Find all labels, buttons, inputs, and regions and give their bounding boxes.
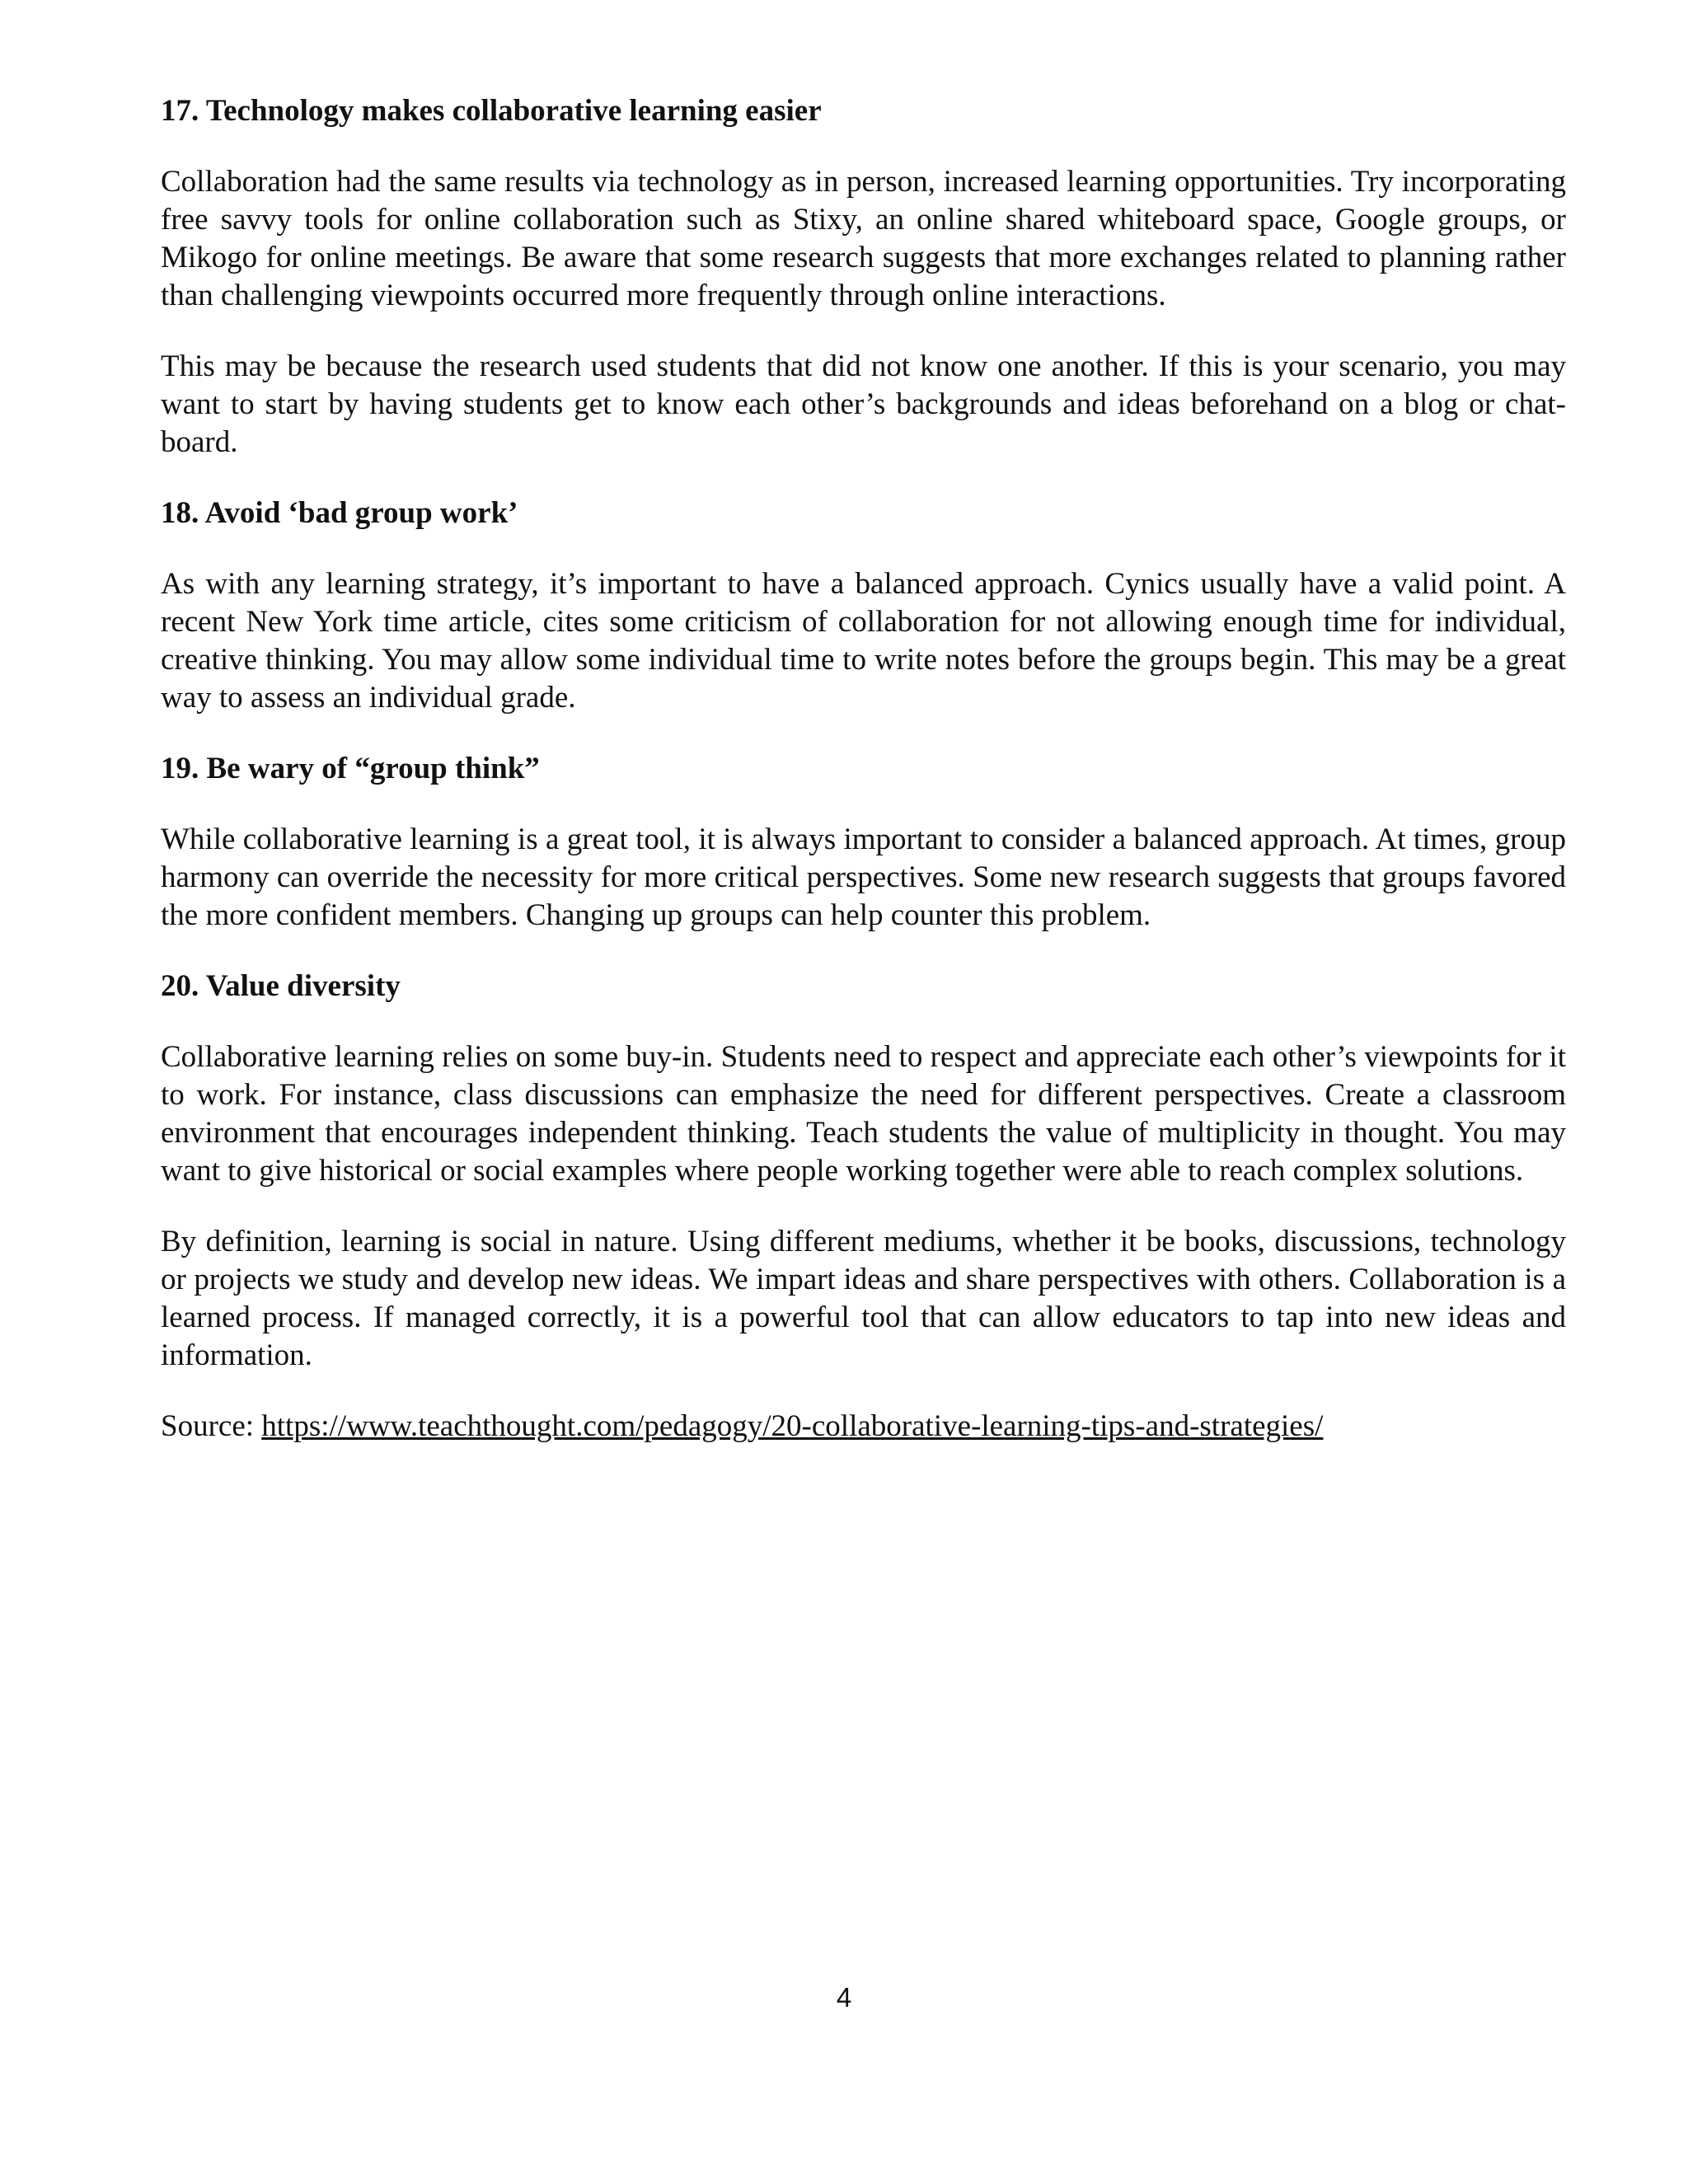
source-link[interactable]: https://www.teachthought.com/pedagogy/20-collaborative-learning-tips-and-strategies/ [261, 1409, 1324, 1443]
paragraph: As with any learning strategy, it’s important to have a balanced approach. Cynics usually have a valid point. A recent New York time article, cites some criticism of collaboration for not allowing enough time for individual, creative thinking. You may allow some individual time to write notes before the groups begin. This may be a great way to assess an individual grade. [161, 567, 1566, 715]
paragraph: While collaborative learning is a great tool, it is always important to consider a balanced approach. At times, group harmony can override the necessity for more critical perspectives. Some new research suggests that groups favored the more confident members. Changing up groups can help counter this problem. [161, 823, 1566, 932]
document-page [161, 92, 1566, 1446]
section-heading: 17. Technology makes collaborative learning easier [161, 94, 822, 128]
page-number: 4 [836, 1982, 852, 2013]
paragraph: By definition, learning is social in nature. Using different mediums, whether it be books, discussions, technology or projects we study and develop new ideas. We impart ideas and share perspectives with others. Collaboration is a learned process. If managed correctly, it is a powerful tool that can allow educators to tap into new ideas and information. [161, 1225, 1566, 1372]
section-heading: 19. Be wary of “group think” [161, 752, 540, 785]
section-18 [161, 494, 1566, 717]
section-17 [161, 92, 1566, 462]
section-heading: 18. Avoid ‘bad group work’ [161, 496, 518, 530]
section-19 [161, 750, 1566, 935]
paragraph: Collaboration had the same results via technology as in person, increased learning opportunities. Try incorporating free savvy tools for online collaboration such as Stixy, an online shared whiteboard space, Google groups, or Mikogo for online meetings. Be aware that some research suggests that more exchanges related to planning rather than challenging viewpoints occurred more frequently through online interactions. [161, 165, 1566, 312]
source-label: Source: [161, 1409, 255, 1443]
paragraph: Collaborative learning relies on some buy-in. Students need to respect and appreciate each other’s viewpoints for it to work. For instance, class discussions can emphasize the need for different perspectives. Create a classroom environment that encourages independent thinking. Teach students the value of multiplicity in thought. You may want to give historical or social examples where people working together were able to reach complex solutions. [161, 1040, 1566, 1188]
source-line [161, 1408, 1566, 1446]
section-20 [161, 968, 1566, 1375]
section-heading: 20. Value diversity [161, 969, 401, 1003]
paragraph: This may be because the research used students that did not know one another. If this is your scenario, you may want to start by having students get to know each other’s backgrounds and ideas beforehand on a blog or chat-board. [161, 349, 1566, 459]
